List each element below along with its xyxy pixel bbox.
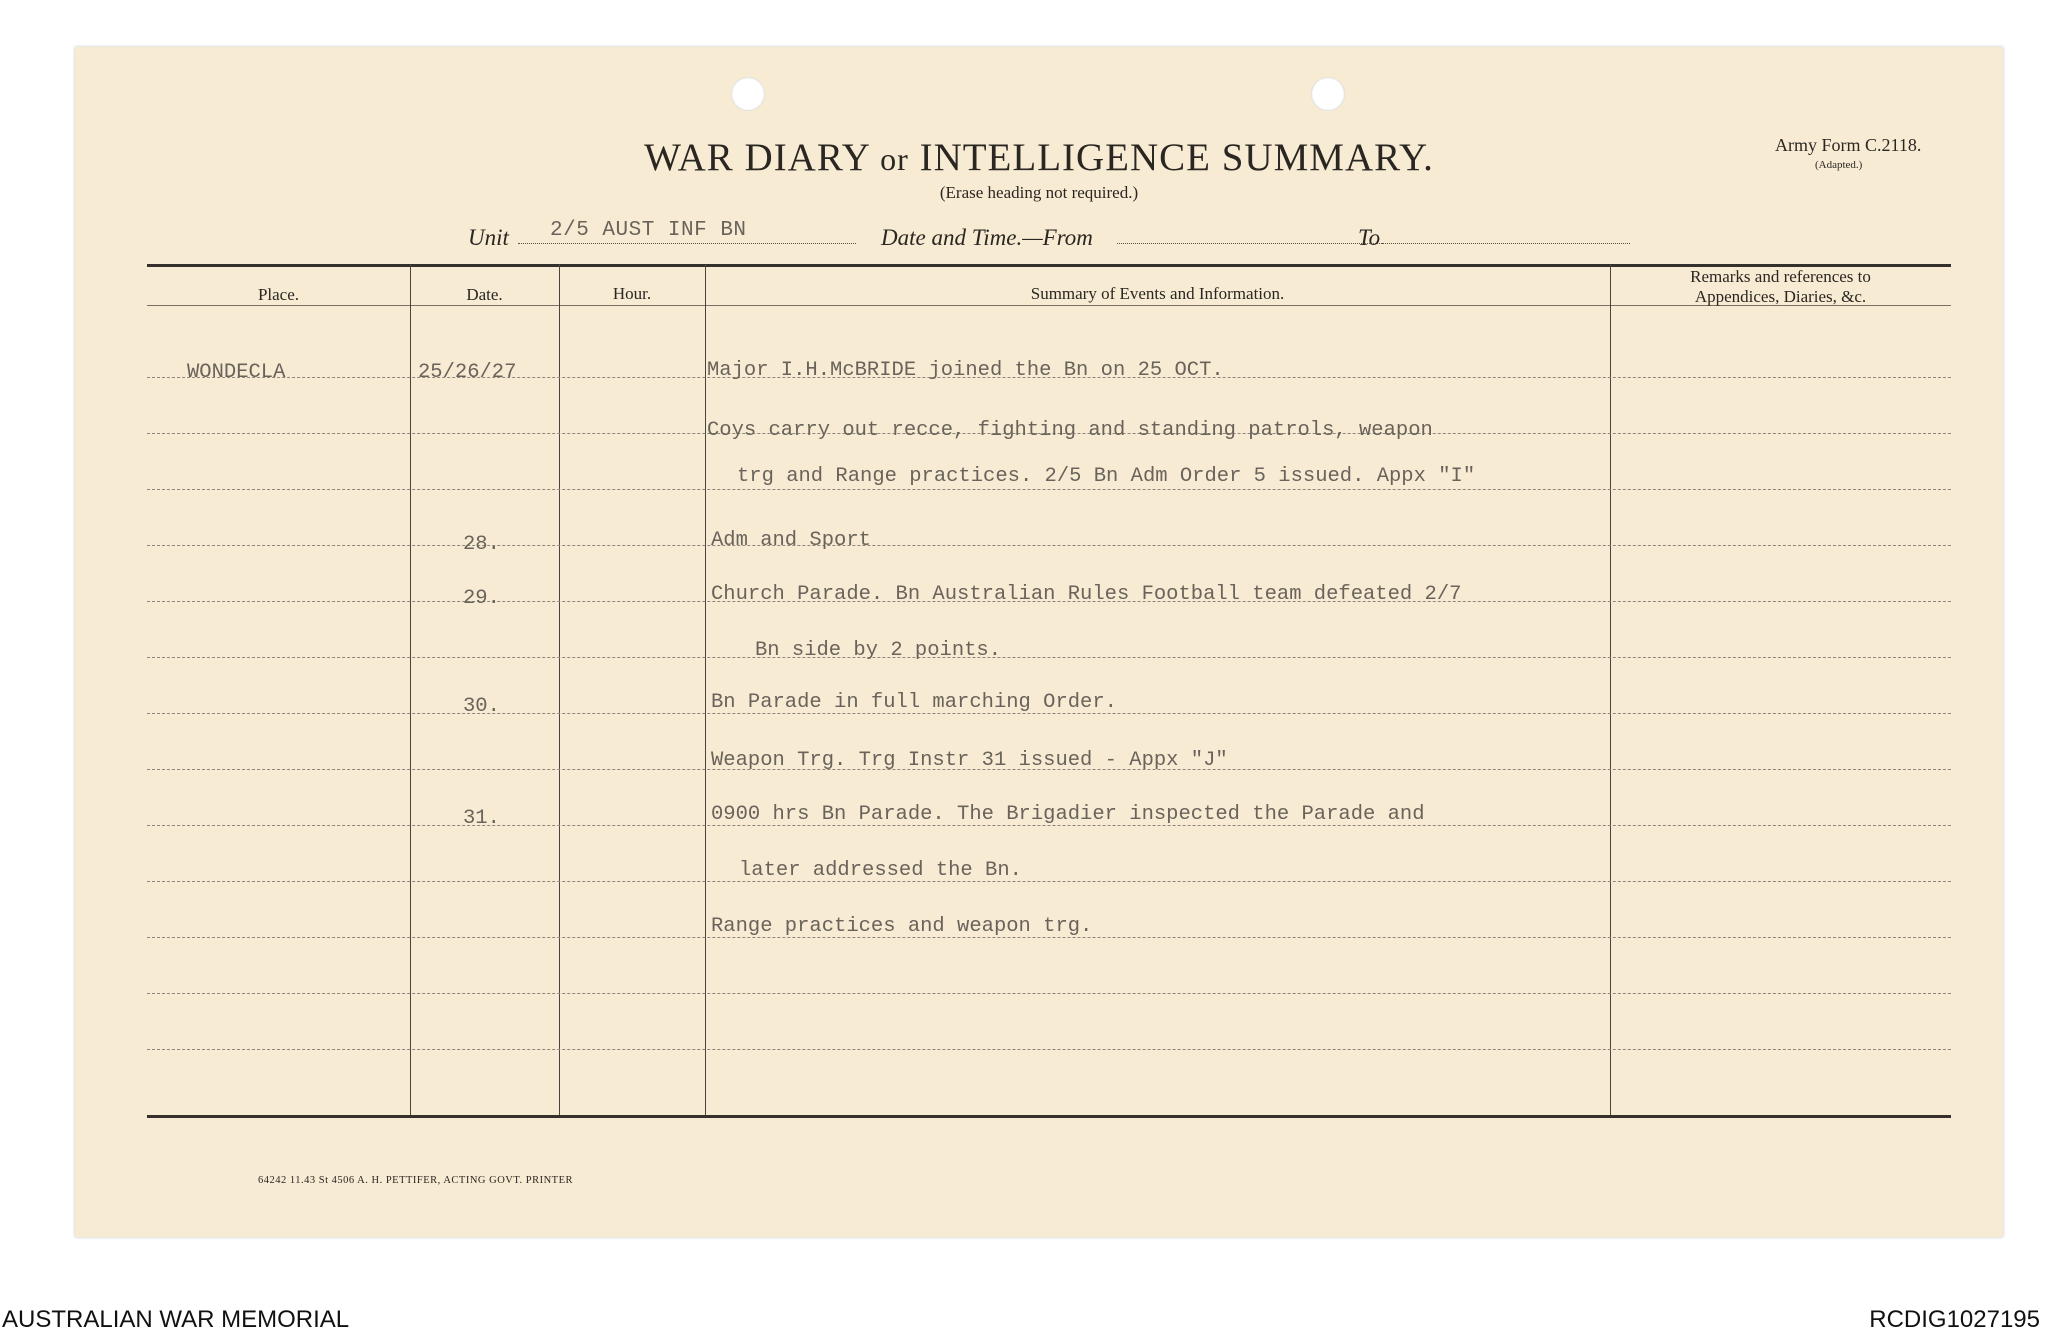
form-subtitle: (Erase heading not required.)	[939, 183, 1139, 202]
entry-summary: Church Parade. Bn Australian Rules Football team defeated 2/7	[711, 583, 1462, 606]
ruled-line	[147, 545, 1951, 546]
table-bottom-rule	[147, 1115, 1951, 1118]
entry-summary: trg and Range practices. 2/5 Bn Adm Order 5 issued. Appx "I"	[737, 465, 1476, 488]
entry-summary: Bn Parade in full marching Order.	[711, 691, 1117, 714]
ruled-line	[147, 657, 1951, 658]
entry-date: 30.	[463, 695, 500, 718]
col-divider-summary	[1610, 264, 1611, 1115]
col-divider-date	[559, 264, 560, 1115]
title-part2: INTELLIGENCE SUMMARY.	[919, 136, 1434, 179]
title-or: or	[880, 141, 909, 177]
col-header-summary: Summary of Events and Information.	[1030, 284, 1285, 303]
form-title	[75, 135, 2003, 180]
date-time-label: Date and Time.—From	[881, 225, 1093, 250]
ruled-line	[147, 489, 1951, 490]
col-header-hour: Hour.	[612, 284, 652, 303]
ruled-line	[147, 881, 1951, 882]
entry-date: 25/26/27	[418, 361, 517, 384]
ruled-line	[147, 993, 1951, 994]
date-to-underline	[1382, 243, 1630, 244]
caption-institution: AUSTRALIAN WAR MEMORIAL	[2, 1306, 350, 1333]
ruled-line	[147, 1049, 1951, 1050]
to-label: To	[1358, 225, 1381, 250]
unit-value: 2/5 AUST INF BN	[550, 219, 747, 242]
entry-summary: 0900 hrs Bn Parade. The Brigadier inspected the Parade and	[711, 803, 1425, 826]
entry-place: WONDECLA	[187, 361, 286, 384]
entry-summary: Weapon Trg. Trg Instr 31 issued - Appx "J"	[711, 749, 1228, 772]
col-header-remarks-line2: Appendices, Diaries, &c.	[1694, 287, 1867, 306]
entry-summary: Major I.H.McBRIDE joined the Bn on 25 OCT.	[707, 359, 1224, 382]
entry-summary: Bn side by 2 points.	[755, 639, 1002, 662]
title-part1: WAR DIARY	[644, 136, 870, 179]
caption-record-id: RCDIG1027195	[1869, 1306, 2040, 1333]
punch-hole-right	[1311, 77, 1345, 111]
entry-date: 28.	[463, 533, 500, 556]
printer-footer: 64242 11.43 St 4506 A. H. PETTIFER, ACTING GOVT. PRINTER	[258, 1175, 574, 1186]
col-header-remarks-line1: Remarks and references to	[1690, 267, 1871, 286]
army-form-number: Army Form C.2118.	[1775, 135, 1922, 155]
col-divider-place	[410, 264, 411, 1115]
war-diary-sheet	[75, 47, 2003, 1237]
army-form-adapted: (Adapted.)	[1815, 159, 1863, 171]
entry-date: 31.	[463, 807, 500, 830]
unit-underline	[518, 243, 856, 244]
entry-summary: Coys carry out recce, fighting and standing patrols, weapon	[707, 419, 1433, 442]
col-divider-hour	[705, 264, 706, 1115]
unit-label: Unit	[468, 225, 509, 250]
entry-summary: later addressed the Bn.	[739, 859, 1022, 882]
col-header-place: Place.	[257, 285, 300, 304]
entry-date: 29.	[463, 587, 500, 610]
entry-summary: Range practices and weapon trg.	[711, 915, 1093, 938]
col-header-date: Date.	[466, 285, 503, 304]
entry-summary: Adm and Sport	[711, 529, 871, 552]
punch-hole-left	[731, 77, 765, 111]
